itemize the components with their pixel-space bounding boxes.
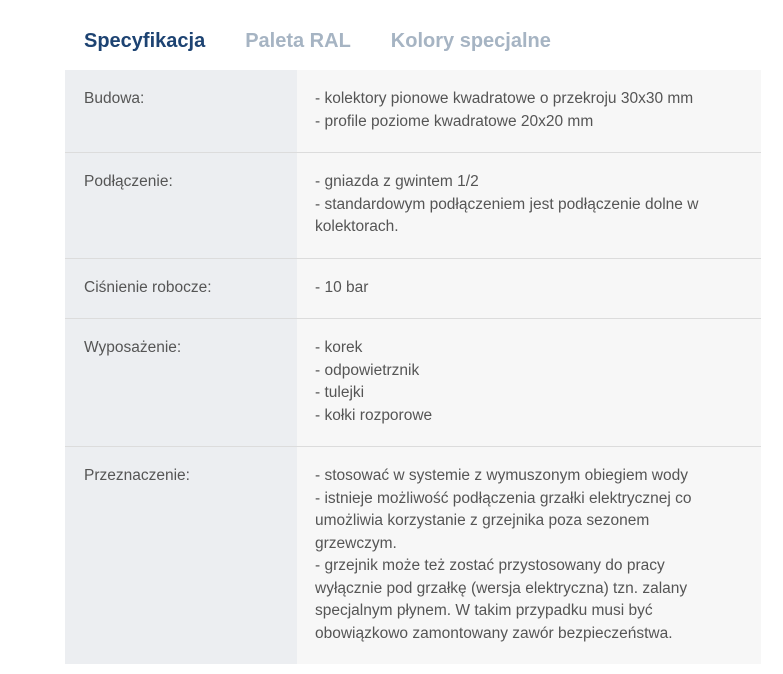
- tab-bar: [84, 26, 591, 56]
- spec-value-line: - standardowym podłączeniem jest podłączenie dolne w kolektorach.: [315, 195, 699, 235]
- spec-value-line: - odpowietrznik: [315, 361, 420, 379]
- spec-value: [297, 447, 761, 665]
- spec-value: [297, 70, 761, 153]
- spec-label: Przeznaczenie:: [65, 447, 297, 665]
- spec-value: [297, 258, 761, 319]
- spec-value-line: - 10 bar: [315, 278, 369, 296]
- spec-value: [297, 153, 761, 259]
- spec-label: Wyposażenie:: [65, 319, 297, 447]
- spec-value-line: - korek: [315, 339, 363, 356]
- spec-row-przeznaczenie: [65, 447, 761, 665]
- spec-value-line: - istnieje możliwość podłączenia grzałki elektrycznej co umożliwia korzystanie z grzejnika poza sezonem grzewczym.: [315, 489, 692, 552]
- tab-specyfikacja[interactable]: Specyfikacja: [84, 29, 206, 52]
- tab-paleta-ral[interactable]: Paleta RAL: [245, 29, 351, 52]
- spec-value-line: - tulejki: [315, 384, 365, 401]
- tab-kolory-specjalne[interactable]: Kolory specjalne: [390, 29, 551, 52]
- spec-label: Ciśnienie robocze:: [65, 258, 297, 319]
- spec-value-line: - kolektory pionowe kwadratowe o przekroju 30x30 mm: [315, 90, 694, 107]
- spec-value-line: - profile poziome kwadratowe 20x20 mm: [315, 112, 594, 130]
- spec-value-line: - gniazda z gwintem 1/2: [315, 173, 479, 190]
- spec-row-wyposazenie: [65, 319, 761, 447]
- spec-row-podlaczenie: [65, 153, 761, 259]
- spec-value-line: - kołki rozporowe: [315, 406, 433, 424]
- spec-label: Budowa:: [65, 70, 297, 153]
- spec-row-budowa: [65, 70, 761, 153]
- spec-value-line: - stosować w systemie z wymuszonym obiegiem wody: [315, 467, 688, 484]
- specification-table: [65, 70, 761, 664]
- spec-label: Podłączenie:: [65, 153, 297, 259]
- spec-value-line: - grzejnik może też zostać przystosowany do pracy wyłącznie pod grzałkę (wersja elektryczna) tzn. zalany specjalnym płynem. W takim przypadku musi być obowiązkowo zamontowany zawór bezpieczeństwa.: [315, 557, 688, 642]
- spec-row-cisnienie-robocze: [65, 258, 761, 319]
- spec-value: [297, 319, 761, 447]
